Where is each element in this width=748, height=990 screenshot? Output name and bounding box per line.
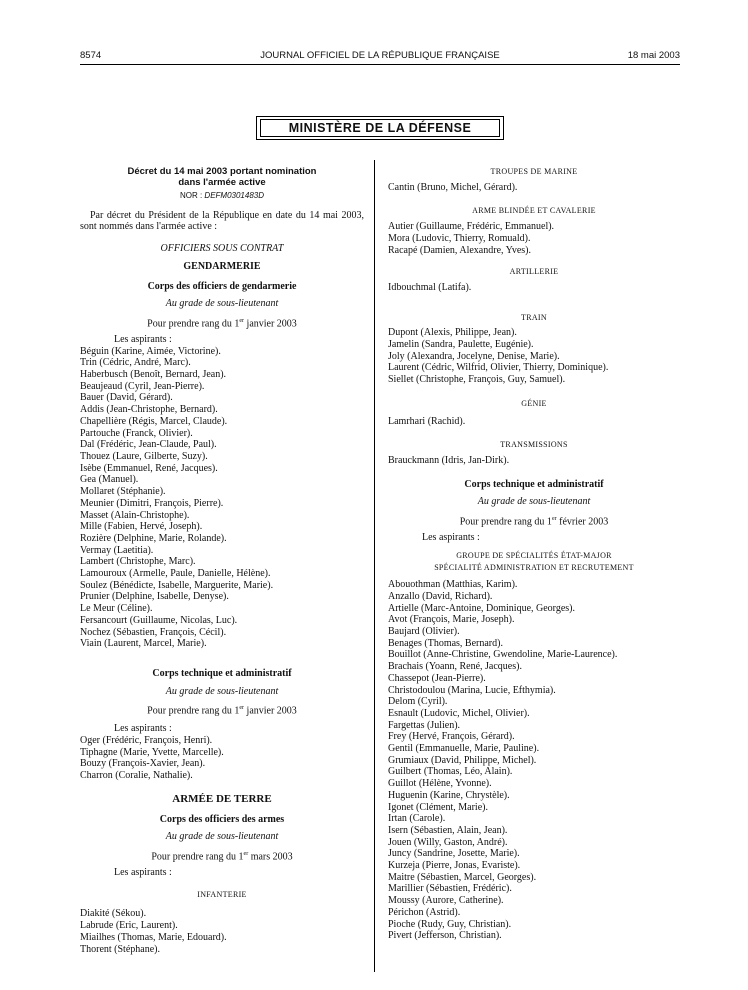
name-entry: Pivert (Jefferson, Christian). — [388, 930, 502, 942]
name-entry: Périchon (Astrid). — [388, 906, 461, 918]
name-entry: Fersancourt (Guillaume, Nicolas, Luc). — [80, 614, 238, 626]
name-entry: Juncy (Sandrine, Josette, Marie). — [388, 848, 520, 860]
name-entry: Autier (Guillaume, Frédéric, Emmanuel). — [388, 221, 555, 233]
ministry-title: MINISTÈRE DE LA DÉFENSE — [260, 119, 500, 137]
gendarmerie-names-list — [80, 346, 364, 650]
specialite-heading: SPÉCIALITÉ ADMINISTRATION ET RECRUTEMENT — [434, 562, 634, 572]
marine-names-list — [388, 182, 680, 194]
aspirants-label: Les aspirants : — [114, 867, 172, 879]
left-column — [80, 166, 364, 955]
blindee-names-list — [388, 221, 680, 256]
name-entry: Esnault (Ludovic, Michel, Olivier). — [388, 707, 530, 719]
name-entry: Frey (Hervé, François, Gérard). — [388, 731, 515, 743]
name-entry: Rozière (Delphine, Marie, Rolande). — [80, 532, 227, 544]
name-entry: Gea (Manuel). — [80, 474, 139, 486]
train-names-list — [388, 327, 680, 386]
technique-names-list — [80, 735, 364, 782]
name-entry: Dal (Frédéric, Jean-Claude, Paul). — [80, 439, 217, 451]
name-entry: Meunier (Dimitri, François, Pierre). — [80, 497, 224, 509]
name-entry: Viain (Laurent, Marcel, Marie). — [80, 638, 207, 650]
name-entry: Jouen (Willy, Gaston, André). — [388, 836, 508, 848]
aspirants-label: Les aspirants : — [114, 333, 172, 345]
groupe-heading: GROUPE DE SPÉCIALITÉS ÉTAT-MAJOR — [456, 550, 612, 560]
name-entry: Guillot (Hélène, Yvonne). — [388, 778, 492, 790]
name-entry: Grumiaux (David, Philippe, Michel). — [388, 754, 537, 766]
rang-line: Pour prendre rang du 1er janvier 2003 — [147, 705, 297, 717]
corps-technique-heading: Corps technique et administratif — [152, 667, 292, 679]
name-entry: Nochez (Sébastien, François, Cécil). — [80, 626, 227, 638]
name-entry: Le Meur (Céline). — [80, 603, 153, 615]
name-entry: Fargettas (Julien). — [388, 719, 461, 731]
grade-heading: Au grade de sous-lieutenant — [165, 298, 279, 310]
name-entry: Christodoulou (Marina, Lucie, Efthymia). — [388, 684, 556, 696]
issue-date: 18 mai 2003 — [627, 50, 680, 61]
artillerie-heading: ARTILLERIE — [509, 267, 559, 277]
name-entry: Tiphagne (Marie, Yvette, Marcelle). — [80, 746, 224, 758]
name-entry: Thorent (Stéphane). — [80, 943, 160, 955]
name-entry: Avot (François, Marie, Joseph). — [388, 614, 515, 626]
name-entry: Irtan (Carole). — [388, 813, 446, 825]
page-header — [80, 50, 680, 64]
name-entry: Artielle (Marc-Antoine, Dominique, Georges). — [388, 602, 575, 614]
name-entry: Igonet (Clément, Marie). — [388, 801, 488, 813]
name-entry: Béguin (Karine, Aimée, Victorine). — [80, 345, 221, 357]
transmissions-heading: TRANSMISSIONS — [500, 440, 568, 450]
gendarmerie-heading: GENDARMERIE — [183, 260, 261, 272]
aspirants-label: Les aspirants : — [114, 723, 172, 735]
grade-heading: Au grade de sous-lieutenant — [165, 831, 279, 843]
aspirants-label: Les aspirants : — [422, 532, 480, 544]
name-entry: Isèbe (Emmanuel, René, Jacques). — [80, 462, 218, 474]
name-entry: Mollaret (Stéphanie). — [80, 486, 166, 498]
journal-title: JOURNAL OFFICIEL DE LA RÉPUBLIQUE FRANÇAISE — [260, 50, 500, 61]
artillerie-names-list — [388, 282, 680, 294]
name-entry: Bouzy (François-Xavier, Jean). — [80, 758, 206, 770]
ministry-box — [256, 116, 504, 140]
name-entry: Pioche (Rudy, Guy, Christian). — [388, 918, 512, 930]
name-entry: Thouez (Laure, Gilberte, Suzy). — [80, 450, 208, 462]
name-entry: Moussy (Aurore, Catherine). — [388, 895, 504, 907]
right-column — [388, 166, 680, 942]
arme-blindee-heading: ARME BLINDÉE ET CAVALERIE — [472, 206, 596, 216]
name-entry: Lamrhari (Rachid). — [388, 415, 466, 427]
name-entry: Jamelin (Sandra, Paulette, Eugénie). — [388, 339, 534, 351]
officers-heading: OFFICIERS SOUS CONTRAT — [160, 243, 284, 255]
name-entry: Oger (Frédéric, François, Henri). — [80, 735, 213, 747]
name-entry: Delom (Cyril). — [388, 696, 448, 708]
armee-de-terre-heading: ARMÉE DE TERRE — [172, 792, 272, 805]
name-entry: Idbouchmal (Latifa). — [388, 281, 472, 293]
rang-line: Pour prendre rang du 1er février 2003 — [459, 516, 609, 528]
name-entry: Partouche (Franck, Olivier). — [80, 427, 193, 439]
name-entry: Cantin (Bruno, Michel, Gérard). — [388, 181, 518, 193]
name-entry: Masset (Alain-Christophe). — [80, 509, 190, 521]
infanterie-names-list — [80, 908, 364, 955]
transmissions-names-list — [388, 455, 680, 467]
name-entry: Maitre (Sébastien, Marcel, Georges). — [388, 871, 537, 883]
name-entry: Brachais (Yoann, René, Jacques). — [388, 661, 522, 673]
name-entry: Abouothman (Matthias, Karim). — [388, 579, 518, 591]
name-entry: Soulez (Bénédicte, Isabelle, Marguerite, Marie). — [80, 579, 274, 591]
rang-line: Pour prendre rang du 1er janvier 2003 — [147, 317, 297, 330]
name-entry: Brauckmann (Idris, Jan-Dirk). — [388, 454, 510, 466]
decree-title: Décret du 14 mai 2003 portant nomination dans l'armée active — [127, 166, 317, 188]
name-entry: Miailhes (Thomas, Marie, Edouard). — [80, 931, 227, 943]
name-entry: Addis (Jean-Christophe, Bernard). — [80, 404, 218, 416]
grade-heading: Au grade de sous-lieutenant — [165, 685, 279, 697]
name-entry: Baujard (Olivier). — [388, 626, 460, 638]
genie-heading: GÉNIE — [521, 398, 547, 408]
corps-gendarmerie-heading: Corps des officiers de gendarmerie — [147, 280, 297, 292]
troupes-marine-heading: TROUPES DE MARINE — [490, 167, 578, 176]
column-divider — [374, 160, 375, 972]
name-entry: Mille (Fabien, Hervé, Joseph). — [80, 521, 203, 533]
train-heading: TRAIN — [521, 312, 547, 322]
name-entry: Racapé (Damien, Alexandre, Yves). — [388, 244, 532, 256]
name-entry: Bauer (David, Gérard). — [80, 392, 173, 404]
header-rule — [80, 64, 680, 65]
grade-heading: Au grade de sous-lieutenant — [477, 496, 591, 508]
name-entry: Huguenin (Karine, Chrystèle). — [388, 789, 510, 801]
nor-reference: NOR : DEFM0301483D — [179, 191, 265, 200]
nor-code: DEFM0301483D — [204, 191, 265, 200]
name-entry: Lambert (Christophe, Marc). — [80, 556, 196, 568]
name-entry: Labrude (Eric, Laurent). — [80, 920, 178, 932]
name-entry: Chapellière (Régis, Marcel, Claude). — [80, 415, 228, 427]
rang-line: Pour prendre rang du 1er mars 2003 — [151, 851, 293, 863]
genie-names-list — [388, 416, 680, 428]
infanterie-heading: INFANTERIE — [197, 889, 247, 899]
name-entry: Diakité (Sékou). — [80, 908, 147, 920]
name-entry: Chassepot (Jean-Pierre). — [388, 672, 486, 684]
name-entry: Bouillot (Anne-Christine, Gwendoline, Marie-Laurence). — [388, 649, 618, 661]
name-entry: Isern (Sébastien, Alain, Jean). — [388, 824, 508, 836]
name-entry: Vermay (Laetitia). — [80, 544, 154, 556]
name-entry: Beaujeaud (Cyril, Jean-Pierre). — [80, 380, 205, 392]
name-entry: Prunier (Delphine, Isabelle, Denyse). — [80, 591, 229, 603]
admin-names-list — [388, 579, 680, 942]
name-entry: Mora (Ludovic, Thierry, Romuald). — [388, 232, 531, 244]
corps-armes-heading: Corps des officiers des armes — [159, 813, 285, 825]
name-entry: Anzallo (David, Richard). — [388, 590, 493, 602]
name-entry: Joly (Alexandra, Jocelyne, Denise, Marie). — [388, 350, 560, 362]
name-entry: Dupont (Alexis, Philippe, Jean). — [388, 327, 517, 339]
page-number: 8574 — [80, 50, 102, 61]
name-entry: Kurzeja (Pierre, Jonas, Evariste). — [388, 860, 521, 872]
name-entry: Marillier (Sébastien, Frédéric). — [388, 883, 512, 895]
corps-technique-heading: Corps technique et administratif — [464, 478, 604, 490]
name-entry: Lamouroux (Armelle, Paule, Danielle, Hélène). — [80, 568, 271, 580]
name-entry: Guilbert (Thomas, Léo, Alain). — [388, 766, 513, 778]
name-entry: Charron (Coralie, Nathalie). — [80, 770, 193, 782]
decree-intro: Par décret du Président de la République en date du 14 mai 2003, sont nommés dans l'armée active : — [80, 209, 364, 233]
name-entry: Laurent (Cédric, Wilfrid, Olivier, Thierry, Dominique). — [388, 362, 609, 374]
name-entry: Trin (Cédric, André, Marc). — [80, 357, 191, 369]
name-entry: Siellet (Christophe, François, Guy, Samuel). — [388, 374, 566, 386]
name-entry: Haberbusch (Benoît, Bernard, Jean). — [80, 369, 227, 381]
name-entry: Gentil (Emmanuelle, Marie, Pauline). — [388, 743, 540, 755]
name-entry: Benages (Thomas, Bernard). — [388, 637, 503, 649]
